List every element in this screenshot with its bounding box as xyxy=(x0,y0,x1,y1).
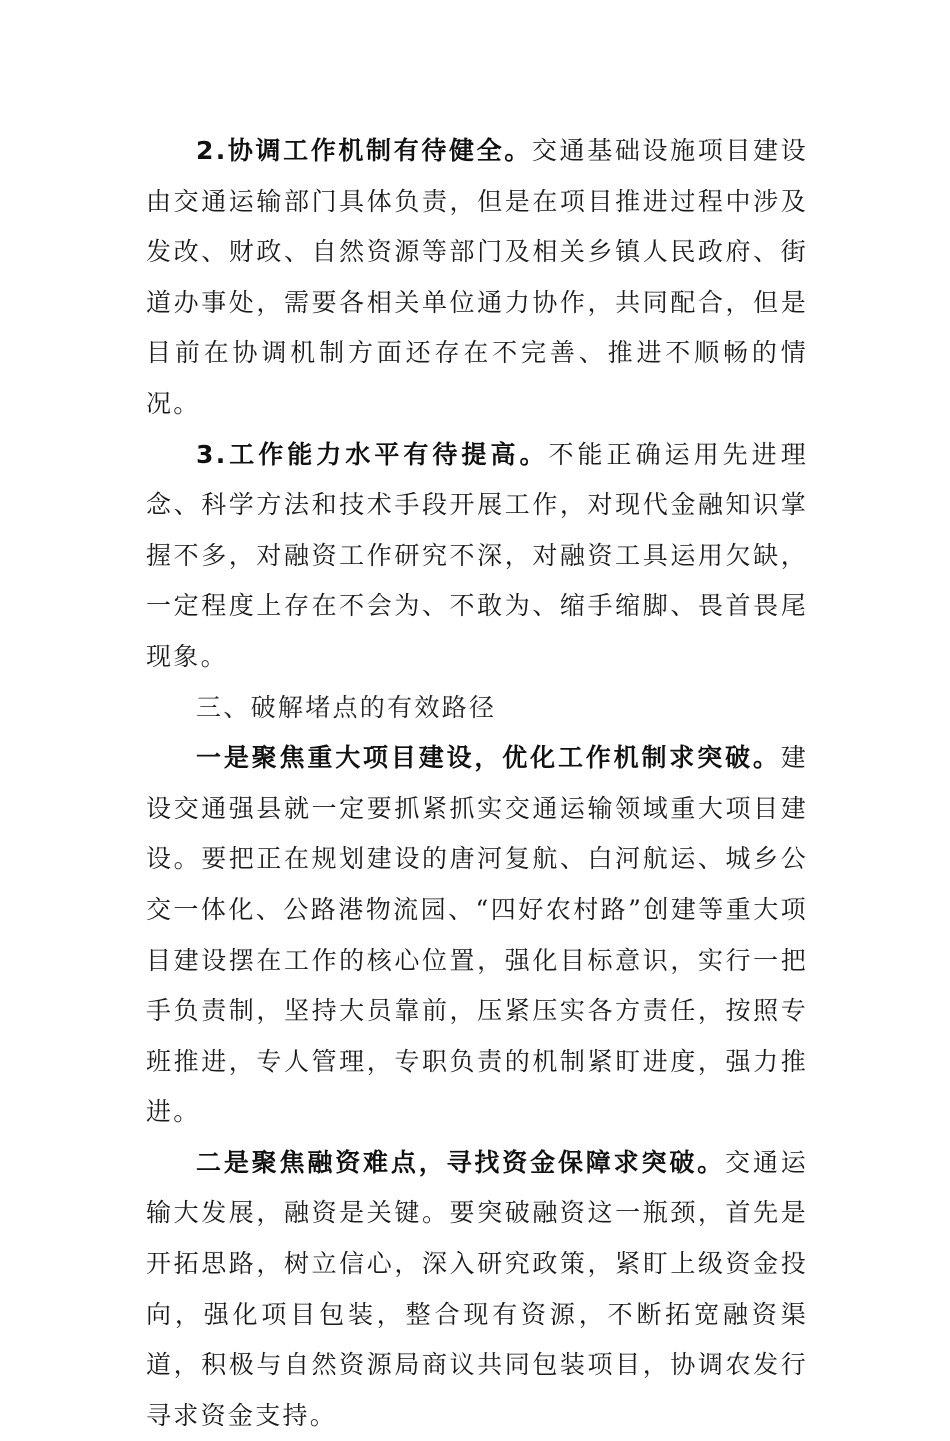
paragraph-text: 交通运输大发展，融资是关键。要突破融资这一瓶颈，首先是开拓思路，树立信心，深入研究政策，紧盯上级资金投向，强化项目包装，整合现有资源，不断拓宽融资渠道，积极与自然资源局商议共同包装项目，协调农发行寻求资金支持。 xyxy=(146,1147,809,1430)
paragraph-capability xyxy=(146,430,808,683)
paragraph-text: 交通基础设施项目建设由交通运输部门具体负责，但是在项目推进过程中涉及发改、财政、自然资源等部门及相关乡镇人民政府、街道办事处，需要各相关单位通力协作，共同配合，但是目前在协调机制方面还存在不完善、推进不顺畅的情况。 xyxy=(146,136,808,418)
paragraph-lead: 2.协调工作机制有待健全。 xyxy=(196,136,532,165)
document-body xyxy=(146,126,808,1441)
paragraph-coordination xyxy=(146,126,808,430)
paragraph-lead: 一是聚焦重大项目建设，优化工作机制求突破。 xyxy=(196,743,781,773)
paragraph-financing xyxy=(146,1138,808,1441)
paragraph-lead: 二是聚焦融资难点，寻找资金保障求突破。 xyxy=(196,1147,726,1177)
paragraph-text: 不能正确运用先进理念、科学方法和技术手段开展工作，对现代金融知识掌握不多，对融资工作研究不深，对融资工具运用欠缺，一定程度上存在不会为、不敢为、缩手缩脚、畏首畏尾现象。 xyxy=(146,439,809,671)
section-heading: 三、破解堵点的有效路径 xyxy=(196,692,497,722)
paragraph-text: 建设交通强县就一定要抓紧抓实交通运输领域重大项目建设。要把正在规划建设的唐河复航、白河航运、城乡公交一体化、公路港物流园、“四好农村路”创建等重大项目建设摆在工作的核心位置，强化目标意识，实行一把手负责制，坚持大员靠前，压紧压实各方责任，按照专班推进，专人管理，专职负责的机制紧盯进度，强力推进。 xyxy=(146,743,808,1127)
paragraph-lead: 3.工作能力水平有待提高。 xyxy=(196,439,549,469)
paragraph-major-projects xyxy=(146,733,808,1138)
